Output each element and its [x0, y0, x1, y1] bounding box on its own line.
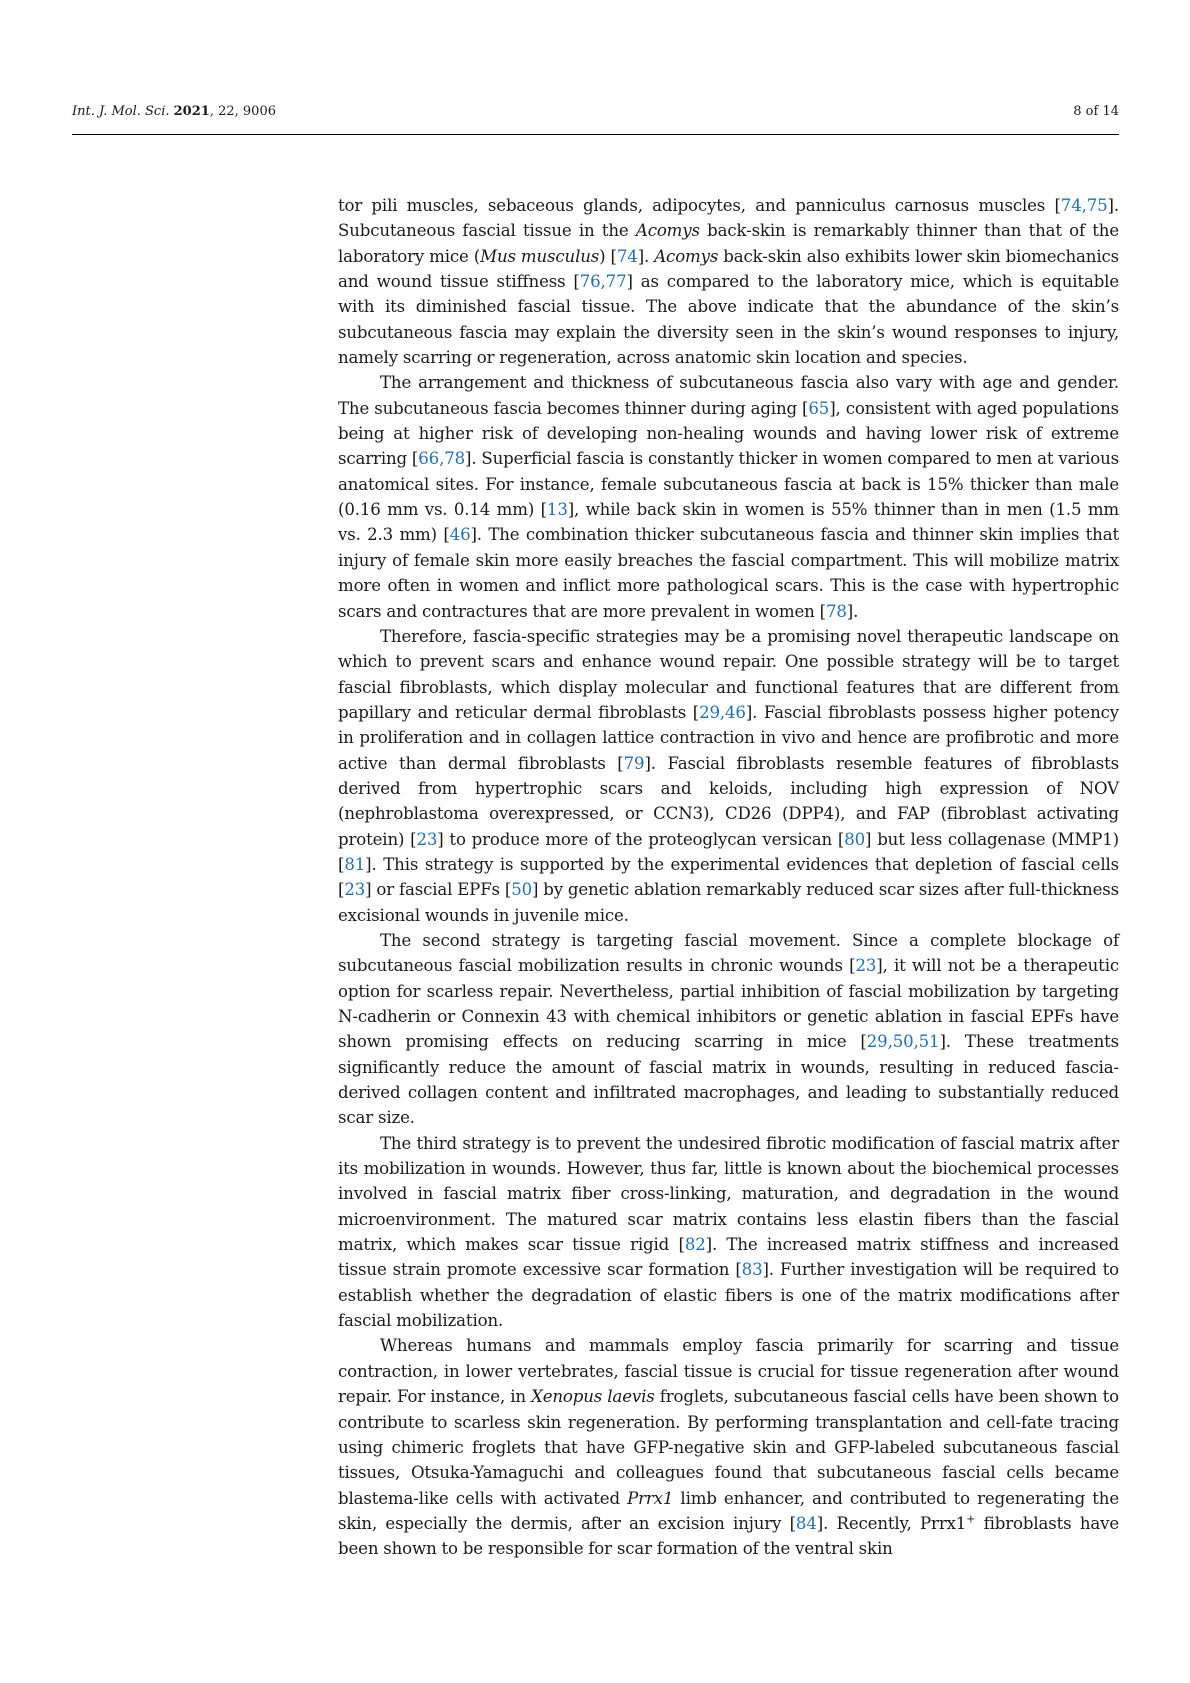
citation-link[interactable]: 82: [684, 1235, 706, 1255]
italic-term: Prrx1: [627, 1488, 674, 1508]
paragraph: [338, 624, 1119, 928]
italic-term: Xenopus laevis: [531, 1387, 655, 1407]
paragraph: [338, 1131, 1119, 1334]
text-run: Therefore, fascia-specific strategies may be a promising novel therapeutic landscape on which to prevent scars and enhance wound repair. One possible strategy will be to target fascial fibroblasts, which display molecular and functional features that are different from papillary and reticular dermal fibroblasts [: [338, 626, 1119, 722]
text-run: ]. The combination thicker subcutaneous fascia and thinner skin implies that injury of female skin more easily breaches the fascial compartment. This will mobilize matrix more often in women and inflict more pathological scars. This is the case with hypertrophic scars and contractures that are more prevalent in women [: [338, 525, 1119, 621]
paragraph: [338, 928, 1119, 1131]
italic-term: Acomys: [635, 221, 700, 241]
body-text: [338, 193, 1119, 1562]
citation-link[interactable]: 78: [825, 601, 847, 621]
text-run: ] or fascial EPFs [: [365, 880, 512, 900]
text-run: ] to produce more of the proteoglycan versican [: [437, 829, 845, 849]
text-run: ].: [637, 246, 655, 266]
text-run: ]. These treatments significantly reduce the amount of fascial matrix in wounds, resulting in reduced fascia-derived collagen content and infiltrated macrophages, and leading to substantially reduced scar size.: [338, 1032, 1119, 1128]
citation-link[interactable]: 50: [511, 880, 533, 900]
text-run: back-skin also exhibits lower skin biomechanics and wound tissue stiffness [: [338, 246, 1119, 292]
text-run: ]. Recently, Prrx1: [816, 1513, 967, 1533]
citation-link[interactable]: 29,46: [699, 702, 746, 722]
citation-link[interactable]: 84: [795, 1513, 817, 1533]
text-run: The arrangement and thickness of subcutaneous fascia also vary with age and gender. The subcutaneous fascia becomes thinner during aging [: [338, 373, 1119, 418]
text-run: froglets, subcutaneous fascial cells have been shown to contribute to scarless skin regeneration. By performing transplantation and cell-fate tracing using chimeric froglets that have GFP-negative skin and GFP-labeled subcutaneous fascial tissues, Otsuka-Yamaguchi and colleagues found that subcutaneous fascial cells became blastema-like cells with activated: [338, 1387, 1119, 1508]
text-run: ], consistent with aged populations being at higher risk of developing non-healing wounds and having lower risk of extreme scarring [: [338, 398, 1119, 469]
journal-volume-article: , 22, 9006: [209, 104, 276, 119]
text-run: tor pili muscles, sebaceous glands, adipocytes, and panniculus carnosus muscles [: [338, 196, 1061, 215]
text-run: ]. Fascial fibroblasts resemble features of fibroblasts derived from hypertrophic scars and keloids, including high expression of NOV (nephroblastoma overexpressed, or CCN3), CD26 (DPP4), and FAP (fibroblast activating protein) [: [338, 753, 1119, 849]
text-run: Whereas humans and mammals employ fascia primarily for scarring and tissue contraction, in lower vertebrates, fascial tissue is crucial for tissue regeneration after wound repair. For instance, in: [338, 1336, 1119, 1407]
text-run: fibroblasts have been shown to be responsible for scar formation of the ventral skin: [338, 1513, 1119, 1559]
citation-link[interactable]: 74: [616, 246, 638, 266]
citation-link[interactable]: 13: [546, 500, 568, 520]
citation-link[interactable]: 83: [741, 1260, 763, 1280]
citation-link[interactable]: 23: [416, 829, 438, 849]
citation-link[interactable]: 23: [855, 956, 877, 976]
citation-link[interactable]: 80: [844, 829, 866, 849]
text-run: ], it will not be a therapeutic option for scarless repair. Nevertheless, partial inhibition of fascial mobilization by targeting N-cadherin or Connexin 43 with chemical inhibitors or genetic ablation in fascial EPFs have shown promising effects on reducing scarring in mice [: [338, 956, 1119, 1052]
citation-link[interactable]: 66,78: [418, 449, 466, 469]
text-run: The second strategy is targeting fascial movement. Since a complete blockage of subcutaneous fascial mobilization results in chronic wounds [: [338, 930, 1119, 976]
citation-link[interactable]: 65: [808, 398, 830, 418]
text-run: ] by genetic ablation remarkably reduced scar sizes after full-thickness excisional wounds in juvenile mice.: [338, 880, 1119, 925]
page-number: 8 of 14: [1073, 104, 1119, 119]
running-header: [72, 104, 1119, 135]
citation-link[interactable]: 46: [449, 525, 471, 545]
text-run: ]. The increased matrix stiffness and increased tissue strain promote excessive scar formation [: [338, 1235, 1119, 1280]
text-run: back-skin is remarkably thinner than that of the laboratory mice (: [338, 221, 1120, 266]
text-run: ] as compared to the laboratory mice, which is equitable with its diminished fascial tissue. The above indicate that the abundance of the skin’s subcutaneous fascia may explain the diversity seen in the skin’s wound responses to injury, namely scarring or regeneration, across anatomic skin location and species.: [338, 272, 1119, 368]
text-run: ]. Fascial fibroblasts possess higher potency in proliferation and in collagen lattice contraction in vivo and hence are profibrotic and more active than dermal fibroblasts [: [338, 702, 1119, 773]
italic-term: Acomys: [654, 246, 719, 266]
text-run: limb enhancer, and contributed to regenerating the skin, especially the dermis, after an excision injury [: [338, 1488, 1120, 1533]
text-run: ) [: [599, 246, 617, 266]
citation-link[interactable]: 74,75: [1060, 196, 1108, 215]
italic-term: Mus musculus: [480, 246, 600, 266]
journal-name: Int. J. Mol. Sci.: [72, 104, 170, 119]
paragraph: [338, 1333, 1119, 1561]
superscript: +: [966, 1512, 976, 1526]
paragraph: [338, 193, 1119, 370]
citation-link[interactable]: 81: [344, 854, 366, 874]
text-run: ].: [846, 601, 859, 621]
citation-link[interactable]: 29,50,51: [866, 1032, 940, 1052]
text-run: ]. Subcutaneous fascial tissue in the: [338, 196, 1119, 241]
journal-year: 2021: [173, 104, 210, 119]
citation-link[interactable]: 76,77: [579, 272, 627, 292]
text-run: ]. Further investigation will be required to establish whether the degradation of elastic fibers is one of the matrix modifications after fascial mobilization.: [338, 1260, 1119, 1331]
citation-link[interactable]: 79: [623, 753, 645, 773]
paragraph: [338, 370, 1119, 623]
text-run: ]. This strategy is supported by the experimental evidences that depletion of fascial cells [: [338, 854, 1119, 900]
text-run: ], while back skin in women is 55% thinner than in men (1.5 mm vs. 2.3 mm) [: [338, 500, 1119, 545]
text-run: The third strategy is to prevent the undesired fibrotic modification of fascial matrix after its mobilization in wounds. However, thus far, little is known about the biochemical processes involved in fascial matrix fiber cross-linking, maturation, and degradation in the wound microenvironment. The matured scar matrix contains less elastin fibers than the fascial matrix, which makes scar tissue rigid [: [338, 1133, 1119, 1255]
citation-link[interactable]: 23: [344, 880, 366, 900]
text-run: ] but less collagenase (MMP1) [: [338, 829, 1119, 874]
text-run: ]. Superficial fascia is constantly thicker in women compared to men at various anatomical sites. For instance, female subcutaneous fascia at back is 15% thicker than male (0.16 mm vs. 0.14 mm) [: [338, 449, 1119, 520]
journal-citation: [72, 104, 276, 119]
